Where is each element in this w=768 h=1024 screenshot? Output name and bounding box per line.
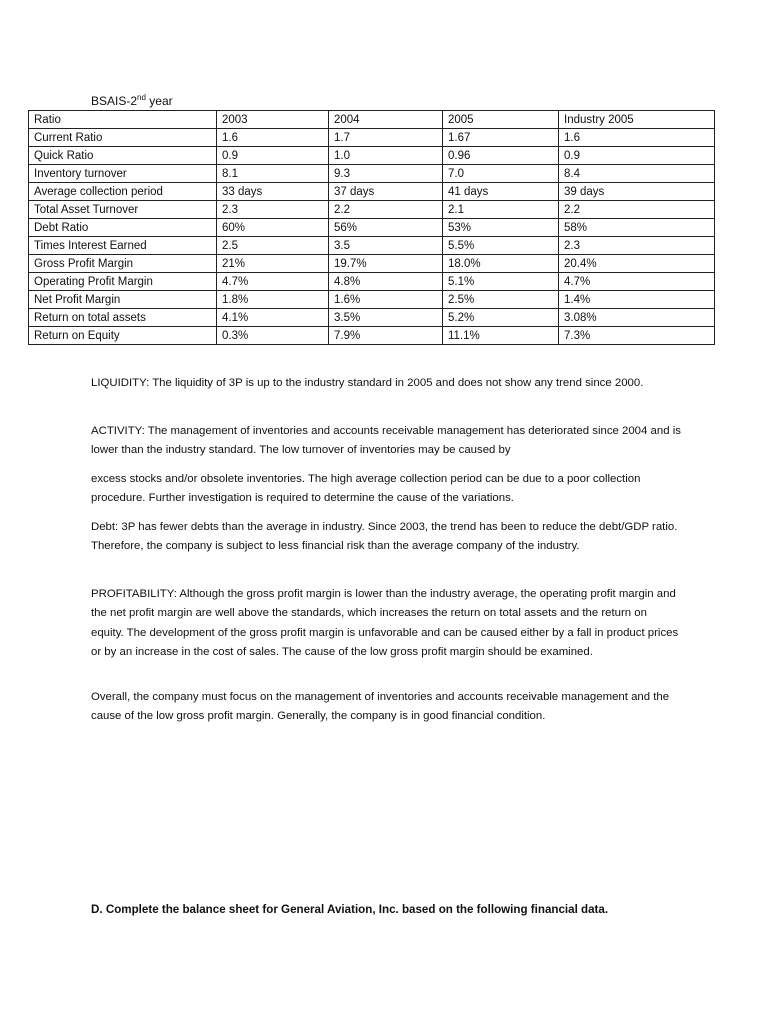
table-row: [29, 291, 715, 309]
row-label: Return on Equity: [29, 327, 217, 345]
row-label: Total Asset Turnover: [29, 201, 217, 219]
table-cell: 1.6: [559, 129, 715, 147]
table-cell: 21%: [217, 255, 329, 273]
table-cell: 2.3: [559, 237, 715, 255]
table-cell: 4.8%: [329, 273, 443, 291]
activity-paragraph: ACTIVITY: The management of inventories and accounts receivable management has deteriorated since 2004 and is lower than the industry standard. The low turnover of inventories may be caused by: [91, 425, 681, 457]
table-cell: 39 days: [559, 183, 715, 201]
table-cell: 2.2: [559, 201, 715, 219]
table-row: [29, 237, 715, 255]
table-cell: 2.3: [217, 201, 329, 219]
table-cell: 37 days: [329, 183, 443, 201]
column-header: 2004: [329, 111, 443, 129]
table-cell: 19.7%: [329, 255, 443, 273]
row-label: Inventory turnover: [29, 165, 217, 183]
heading-suffix: year: [145, 94, 173, 108]
table-cell: 56%: [329, 219, 443, 237]
table-cell: 1.0: [329, 147, 443, 165]
table-cell: 58%: [559, 219, 715, 237]
column-header: 2003: [217, 111, 329, 129]
table-cell: 1.6%: [329, 291, 443, 309]
table-cell: 2.1: [443, 201, 559, 219]
table-cell: 0.3%: [217, 327, 329, 345]
table-row: [29, 255, 715, 273]
column-header: 2005: [443, 111, 559, 129]
table-cell: 1.67: [443, 129, 559, 147]
row-label: Average collection period: [29, 183, 217, 201]
table-cell: 3.5: [329, 237, 443, 255]
table-cell: 0.96: [443, 147, 559, 165]
row-label: Gross Profit Margin: [29, 255, 217, 273]
document-heading: [91, 94, 173, 108]
table-cell: 1.7: [329, 129, 443, 147]
row-label: Net Profit Margin: [29, 291, 217, 309]
table-cell: 7.0: [443, 165, 559, 183]
table-row: [29, 219, 715, 237]
table-row: [29, 273, 715, 291]
table-cell: 20.4%: [559, 255, 715, 273]
row-label: Debt Ratio: [29, 219, 217, 237]
table-row: [29, 183, 715, 201]
column-header: Industry 2005: [559, 111, 715, 129]
table-cell: 7.9%: [329, 327, 443, 345]
table-header-row: [29, 111, 715, 129]
table-row: [29, 165, 715, 183]
row-label: Current Ratio: [29, 129, 217, 147]
row-label: Operating Profit Margin: [29, 273, 217, 291]
table-cell: 53%: [443, 219, 559, 237]
table-row: [29, 147, 715, 165]
table-cell: 60%: [217, 219, 329, 237]
table-cell: 2.5%: [443, 291, 559, 309]
table-cell: 0.9: [217, 147, 329, 165]
table-row: [29, 309, 715, 327]
table-cell: 0.9: [559, 147, 715, 165]
debt-paragraph: Debt: 3P has fewer debts than the average in industry. Since 2003, the trend has been to reduce the debt/GDP ratio. Therefore, the company is subject to less financial risk than the average company of the industry.: [91, 521, 678, 553]
table-cell: 2.5: [217, 237, 329, 255]
table-cell: 18.0%: [443, 255, 559, 273]
table-cell: 7.3%: [559, 327, 715, 345]
column-header: Ratio: [29, 111, 217, 129]
table-cell: 2.2: [329, 201, 443, 219]
row-label: Quick Ratio: [29, 147, 217, 165]
liquidity-paragraph: LIQUIDITY: The liquidity of 3P is up to the industry standard in 2005 and does not show any trend since 2000.: [91, 377, 644, 389]
table-cell: 41 days: [443, 183, 559, 201]
table-cell: 4.1%: [217, 309, 329, 327]
table-cell: 33 days: [217, 183, 329, 201]
row-label: Return on total assets: [29, 309, 217, 327]
profitability-paragraph: PROFITABILITY: Although the gross profit margin is lower than the industry average, the operating profit margin and the net profit margin are well above the standards, which increases the return on total assets and the return on equity. The development of the gross profit margin is unfavorable and can be caused either by a fall in product prices or by an increase in the cost of sales. The cause of the low gross profit margin should be examined.: [91, 588, 679, 658]
table-row: [29, 201, 715, 219]
section-d-heading: D. Complete the balance sheet for General Aviation, Inc. based on the following financial data.: [91, 903, 609, 916]
heading-prefix: BSAIS-2: [91, 94, 138, 108]
table-cell: 9.3: [329, 165, 443, 183]
ratio-table: [28, 110, 715, 345]
table-cell: 4.7%: [217, 273, 329, 291]
row-label: Times Interest Earned: [29, 237, 217, 255]
table-cell: 1.4%: [559, 291, 715, 309]
table-cell: 11.1%: [443, 327, 559, 345]
table-cell: 8.4: [559, 165, 715, 183]
activity-continuation-paragraph: excess stocks and/or obsolete inventories. The high average collection period can be due to a poor collection procedure. Further investigation is required to determine the cause of the variations.: [91, 473, 641, 505]
table-cell: 3.08%: [559, 309, 715, 327]
table-cell: 1.8%: [217, 291, 329, 309]
table-cell: 3.5%: [329, 309, 443, 327]
table-cell: 4.7%: [559, 273, 715, 291]
table-cell: 8.1: [217, 165, 329, 183]
table-row: [29, 129, 715, 147]
table-cell: 5.1%: [443, 273, 559, 291]
overall-paragraph: Overall, the company must focus on the management of inventories and accounts receivable management and the cause of the low gross profit margin. Generally, the company is in good financial condition.: [91, 691, 670, 723]
heading-superscript: nd: [137, 93, 146, 102]
table-row: [29, 327, 715, 345]
table-cell: 1.6: [217, 129, 329, 147]
table-cell: 5.2%: [443, 309, 559, 327]
table-cell: 5.5%: [443, 237, 559, 255]
